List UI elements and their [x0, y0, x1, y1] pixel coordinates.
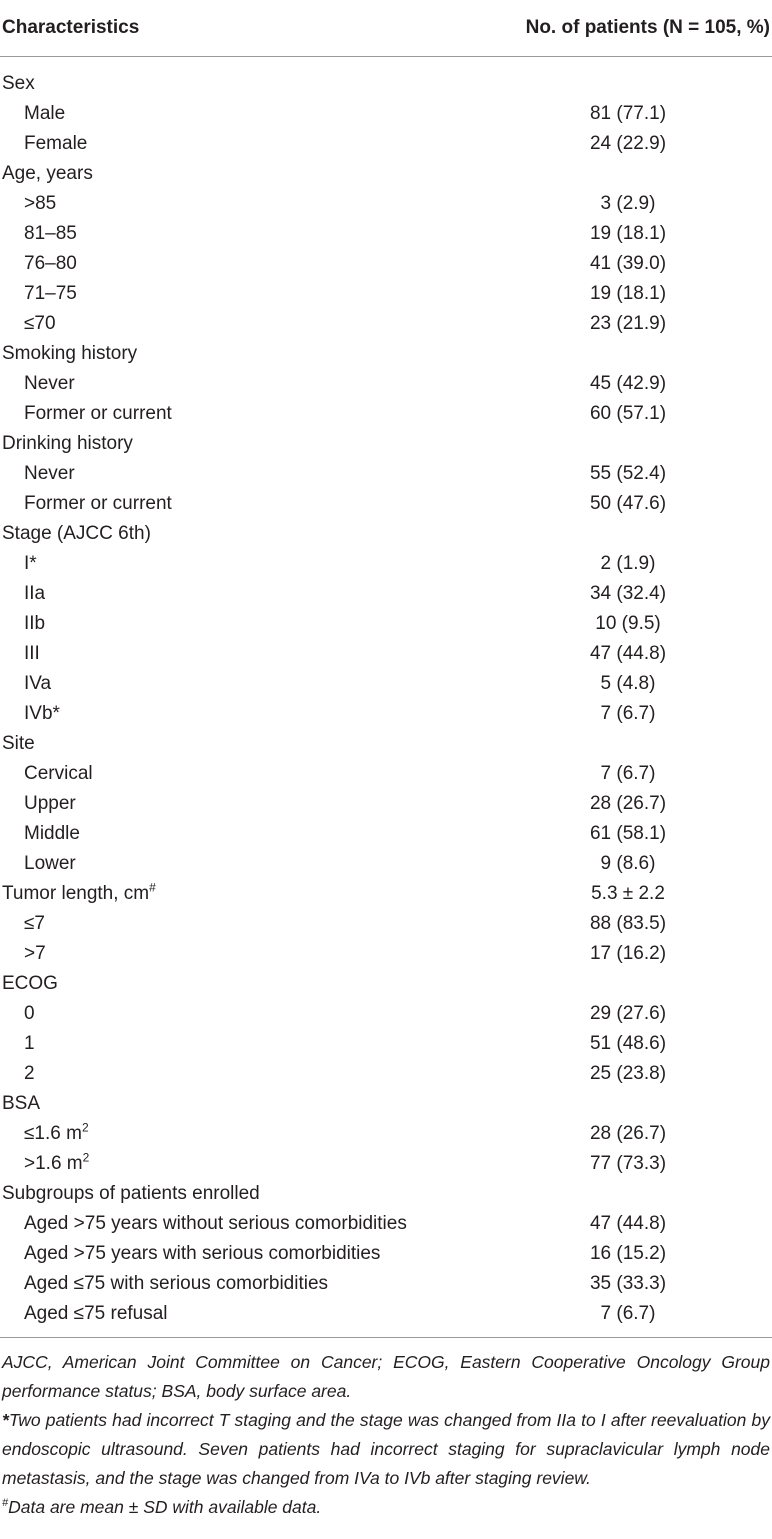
row-label-text: I*	[24, 553, 37, 574]
table-row	[0, 249, 772, 279]
row-label	[24, 1209, 407, 1239]
row-label	[2, 729, 35, 759]
table-row	[0, 1029, 772, 1059]
row-label-text: 1	[24, 1033, 35, 1054]
table-row	[0, 1269, 772, 1299]
row-value: 81 (77.1)	[589, 103, 667, 124]
row-label	[24, 369, 75, 399]
row-label-text: 76–80	[24, 253, 77, 274]
row-label-text: IVa	[24, 673, 52, 694]
row-label	[2, 969, 58, 999]
row-value: 88 (83.5)	[589, 913, 667, 934]
table-row	[0, 189, 772, 219]
row-label-text: >1.6 m	[24, 1153, 83, 1174]
row-value: 47 (44.8)	[589, 643, 667, 664]
row-label	[24, 939, 46, 969]
row-value: 60 (57.1)	[589, 403, 667, 424]
row-label	[24, 1119, 89, 1149]
table-row	[0, 999, 772, 1029]
row-label-text: >7	[24, 943, 46, 964]
row-label	[24, 759, 93, 789]
row-label	[24, 189, 56, 219]
table-row	[0, 99, 772, 129]
row-label-text: 81–85	[24, 223, 77, 244]
row-label-text: III	[24, 643, 40, 664]
table-row	[0, 789, 772, 819]
row-value: 2 (1.9)	[600, 553, 656, 574]
row-label	[24, 609, 45, 639]
row-value: 19 (18.1)	[589, 223, 667, 244]
row-label	[2, 1089, 40, 1119]
header-patient-count: No. of patients (N = 105, %)	[525, 17, 770, 38]
table-row	[0, 399, 772, 429]
table-row	[0, 819, 772, 849]
row-label-text: Never	[24, 463, 75, 484]
table-group-row	[0, 339, 772, 369]
row-value: 28 (26.7)	[589, 793, 667, 814]
table-group-row	[0, 519, 772, 549]
row-value: 29 (27.6)	[589, 1003, 667, 1024]
row-label-text: Middle	[24, 823, 80, 844]
row-label-text: Tumor length, cm	[2, 883, 150, 904]
row-value: 45 (42.9)	[589, 373, 667, 394]
row-value: 7 (6.7)	[600, 1303, 656, 1324]
row-label-text: Aged >75 years with serious comorbidities	[24, 1243, 381, 1264]
row-value: 16 (15.2)	[589, 1243, 667, 1264]
table-row	[0, 1149, 772, 1179]
row-value: 9 (8.6)	[600, 853, 656, 874]
row-label-text: 2	[24, 1063, 35, 1084]
row-label	[2, 519, 151, 549]
row-value: 25 (23.8)	[589, 1063, 667, 1084]
row-label	[24, 129, 87, 159]
footnote-hash	[2, 1493, 770, 1522]
row-label-text: IVb*	[24, 703, 60, 724]
table-row	[0, 639, 772, 669]
row-value: 17 (16.2)	[589, 943, 667, 964]
row-label-text: Aged >75 years without serious comorbidities	[24, 1213, 407, 1234]
row-label-text: Subgroups of patients enrolled	[2, 1183, 260, 1204]
table-footnotes	[2, 1348, 770, 1522]
row-value: 41 (39.0)	[589, 253, 667, 274]
row-value: 51 (48.6)	[589, 1033, 667, 1054]
row-label-text: Drinking history	[2, 433, 133, 454]
row-label	[24, 219, 77, 249]
footnote-hash-mark: #	[2, 1497, 9, 1510]
row-label	[24, 1269, 328, 1299]
header-characteristics: Characteristics	[2, 17, 140, 38]
row-label-text: 71–75	[24, 283, 77, 304]
table-row	[0, 759, 772, 789]
table-row	[0, 909, 772, 939]
row-label-text: Sex	[2, 73, 35, 94]
row-label	[24, 99, 65, 129]
table-row	[0, 1299, 772, 1329]
row-label-text: Stage (AJCC 6th)	[2, 523, 151, 544]
table-group-row	[0, 729, 772, 759]
table-row	[0, 279, 772, 309]
row-value: 47 (44.8)	[589, 1213, 667, 1234]
row-label	[24, 399, 172, 429]
table-group-row	[0, 1179, 772, 1209]
row-label	[24, 669, 51, 699]
footnote-asterisk-mark: *	[2, 1410, 9, 1430]
row-label	[24, 1029, 35, 1059]
table-row	[0, 549, 772, 579]
row-value: 5.3 ± 2.2	[591, 883, 665, 904]
row-label	[24, 789, 76, 819]
row-label	[24, 459, 75, 489]
table-row	[0, 1239, 772, 1269]
row-label-text: ≤70	[24, 313, 56, 334]
row-label-text: IIb	[24, 613, 46, 634]
row-label	[24, 279, 77, 309]
row-label-text: Age, years	[2, 163, 93, 184]
table-row	[0, 459, 772, 489]
row-label	[24, 579, 45, 609]
table-row	[0, 129, 772, 159]
row-label	[2, 1179, 260, 1209]
table-row	[0, 309, 772, 339]
row-value: 23 (21.9)	[589, 313, 667, 334]
footnote-abbreviations: AJCC, American Joint Committee on Cancer; ECOG, Eastern Cooperative Oncology Group performance status; BSA, body surface area.	[2, 1352, 770, 1401]
row-label-text: Female	[24, 133, 88, 154]
row-label	[24, 489, 172, 519]
row-label	[24, 1239, 380, 1269]
table-group-row	[0, 879, 772, 909]
row-value: 61 (58.1)	[589, 823, 667, 844]
row-label-text: ≤1.6 m	[24, 1123, 82, 1144]
table-group-row	[0, 1089, 772, 1119]
row-value: 55 (52.4)	[589, 463, 667, 484]
row-label-text: Never	[24, 373, 75, 394]
row-label	[2, 429, 133, 459]
table-bottom-rule	[0, 1337, 772, 1338]
row-label-text: BSA	[2, 1093, 41, 1114]
row-value: 28 (26.7)	[589, 1123, 667, 1144]
row-label-text: IIa	[24, 583, 46, 604]
row-value: 24 (22.9)	[589, 133, 667, 154]
row-value: 19 (18.1)	[589, 283, 667, 304]
row-label-text: Male	[24, 103, 66, 124]
row-label	[2, 339, 137, 369]
row-value: 77 (73.3)	[589, 1153, 667, 1174]
row-label-text: Lower	[24, 853, 76, 874]
row-label-superscript: 2	[81, 1120, 89, 1135]
row-value: 7 (6.7)	[600, 763, 656, 784]
row-value: 34 (32.4)	[589, 583, 667, 604]
row-label-superscript: 2	[82, 1150, 90, 1165]
row-label-text: Site	[2, 733, 35, 754]
table-row	[0, 369, 772, 399]
row-label	[24, 1059, 35, 1089]
row-label	[24, 1149, 89, 1179]
row-value: 10 (9.5)	[595, 613, 661, 634]
table-row	[0, 609, 772, 639]
table-row	[0, 699, 772, 729]
table-header	[0, 0, 772, 57]
row-label	[24, 309, 56, 339]
table-row	[0, 939, 772, 969]
row-label-text: >85	[24, 193, 57, 214]
row-value: 50 (47.6)	[589, 493, 667, 514]
row-label	[24, 1299, 168, 1329]
table-group-row	[0, 69, 772, 99]
row-label	[24, 249, 77, 279]
table-row	[0, 1059, 772, 1089]
row-label-text: Smoking history	[2, 343, 138, 364]
row-label-text: Cervical	[24, 763, 93, 784]
row-label-text: Aged ≤75 refusal	[24, 1303, 168, 1324]
table-row	[0, 1209, 772, 1239]
row-label	[24, 909, 45, 939]
table-row	[0, 849, 772, 879]
row-label	[24, 999, 35, 1029]
footnote-hash-text: Data are mean ± SD with available data.	[8, 1497, 322, 1517]
table-row	[0, 1119, 772, 1149]
row-label-text: Upper	[24, 793, 76, 814]
row-label	[24, 699, 60, 729]
row-label-text: Former or current	[24, 493, 172, 514]
row-label-text: Aged ≤75 with serious comorbidities	[24, 1273, 329, 1294]
table-row	[0, 219, 772, 249]
row-value: 5 (4.8)	[600, 673, 656, 694]
table-group-row	[0, 969, 772, 999]
table-row	[0, 669, 772, 699]
footnote-asterisk-text: Two patients had incorrect T staging and the stage was changed from IIa to I after reevaluation by endoscopic ultrasound. Seven patients had incorrect staging for supraclavicular lymph node metastasis, and the stage was changed from IVa to IVb after staging review.	[2, 1410, 770, 1488]
table-body	[0, 69, 772, 1329]
row-label-text: 0	[24, 1003, 35, 1024]
footnote-asterisk	[2, 1406, 770, 1493]
row-label	[2, 69, 35, 99]
row-label	[24, 639, 40, 669]
table-group-row	[0, 429, 772, 459]
row-label	[24, 549, 37, 579]
row-value: 3 (2.9)	[600, 193, 656, 214]
table-row	[0, 579, 772, 609]
table-group-row	[0, 159, 772, 189]
row-label	[2, 879, 156, 909]
row-label-superscript: #	[149, 880, 156, 895]
row-label	[24, 849, 76, 879]
table-row	[0, 489, 772, 519]
row-label-text: ECOG	[2, 973, 58, 994]
row-label-text: ≤7	[24, 913, 45, 934]
row-label-text: Former or current	[24, 403, 172, 424]
row-label	[2, 159, 93, 189]
row-value: 7 (6.7)	[600, 703, 656, 724]
row-label	[24, 819, 80, 849]
row-value: 35 (33.3)	[589, 1273, 667, 1294]
